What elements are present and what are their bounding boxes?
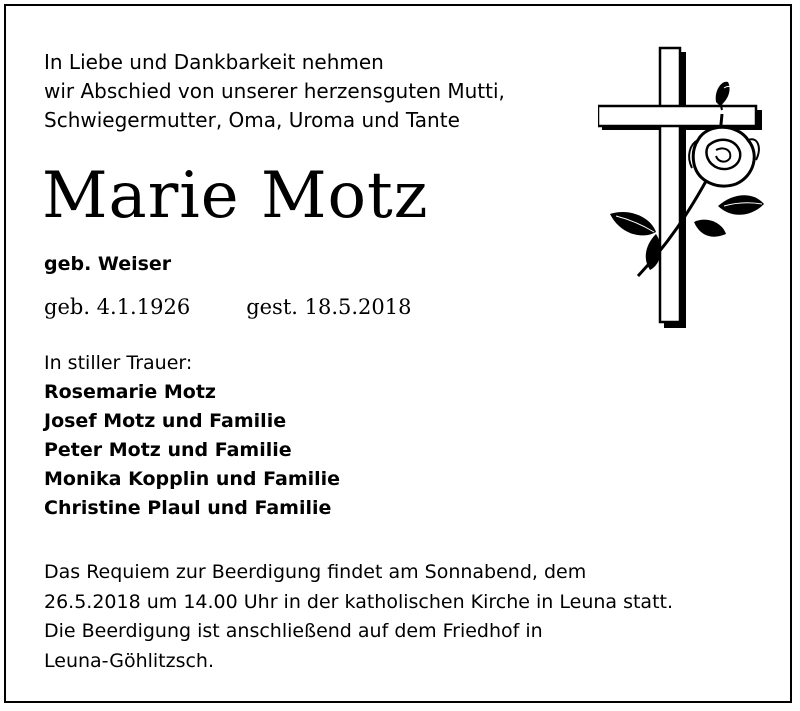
mourners-section [44,349,340,523]
funeral-information [44,558,673,676]
birth-date: geb. 4.1.1926 [44,295,191,319]
mourner-name: Monika Kopplin und Familie [44,468,341,490]
deceased-name: Marie Motz [42,159,429,233]
intro-line: wir Abschied von unserer herzensguten Mutti, [44,79,505,103]
mourner-name: Josef Motz und Familie [44,410,287,432]
mourner-name: Rosemarie Motz [44,381,216,403]
mourner-name: Peter Motz und Familie [44,439,292,461]
funeral-line: Die Beerdigung ist anschließend auf dem Friedhof in [44,620,543,642]
maiden-name: geb. Weiser [44,253,172,275]
mourners-list [44,378,340,523]
cross-with-rose-icon [598,44,770,334]
funeral-line: Das Requiem zur Beerdigung findet am Sonnabend, dem [44,561,587,583]
intro-line: In Liebe und Dankbarkeit nehmen [44,50,384,74]
death-date: gest. 18.5.2018 [246,295,412,319]
life-dates [44,292,412,322]
funeral-line: 26.5.2018 um 14.00 Uhr in der katholischen Kirche in Leuna statt. [44,590,674,613]
intro-text [44,48,505,135]
mourner-name: Christine Plaul und Familie [44,497,332,519]
funeral-line: Leuna-Göhlitzsch. [44,649,215,672]
mourning-label: In stiller Trauer: [44,352,193,374]
obituary-notice [4,4,792,703]
intro-line: Schwiegermutter, Oma, Uroma und Tante [44,108,460,132]
